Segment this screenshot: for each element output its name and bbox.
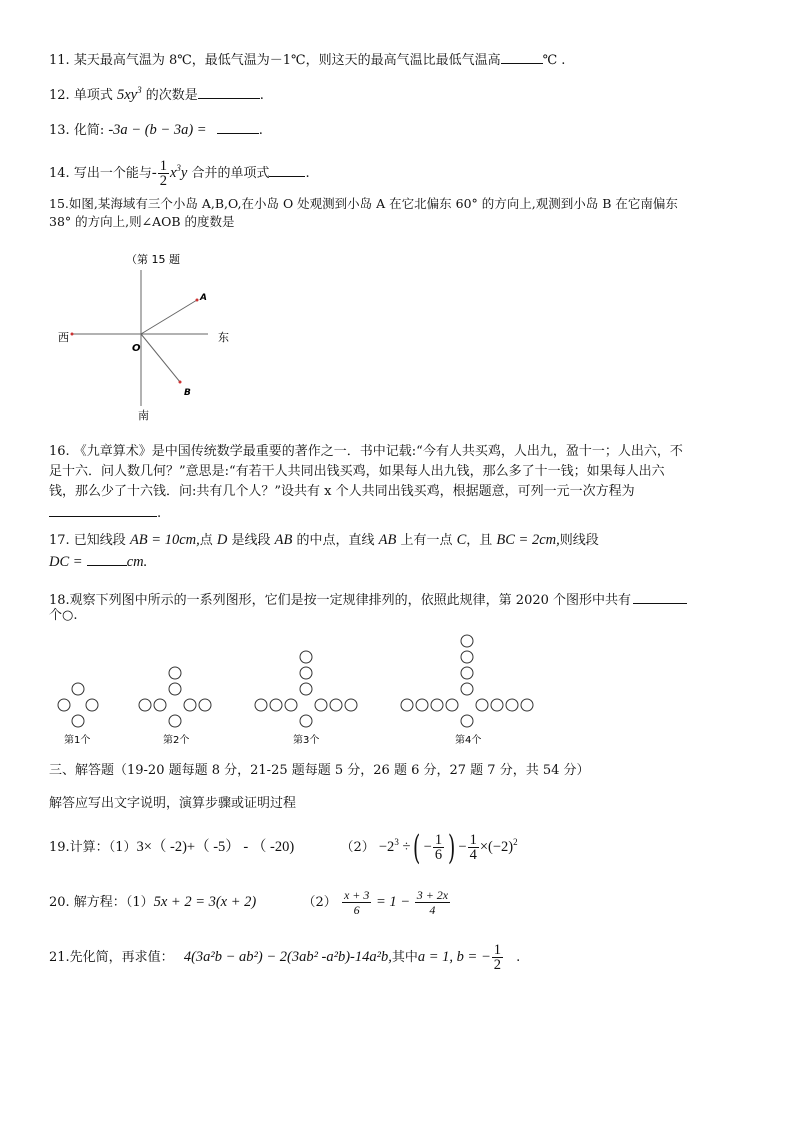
q12-end: . [259,88,264,103]
ray-oa [141,300,197,334]
q17-mid4: 上有一点 [396,533,457,548]
q17-mid5: ，且 [466,533,497,548]
q14-answer-blank[interactable] [269,163,305,177]
pattern-4 [401,635,533,727]
q21-expr: 4(3a²b − ab²) − 2(3ab² -a²b)-14a²b, [183,949,392,965]
section-3-title: 三、解答题（19-20 题每题 8 分，21-25 题每题 5 分，26 题 6 分，27 题 7 分，共 54 分） [49,763,590,778]
q14-expr: $x^3y$ [169,163,188,181]
q13-answer-blank[interactable] [217,120,259,134]
question-16-line-3: 钱，那么少了十六钱．问:共有几个人？”设共有 x 个人共同出钱买鸡，根据题意，可列一元一次方程为 [49,484,635,499]
q14-fraction: $\frac{1}{2}$ [159,158,167,189]
question-21 [49,937,520,977]
q16-answer-blank[interactable] [49,503,157,517]
q17-mid3: 的中点，直线 [292,533,379,548]
point-a-dot [196,299,199,302]
question-15-line-2: 38° 的方向上,则∠AOB 的度数是 [49,214,235,229]
q20-label: 20. 解方程： [49,895,126,910]
ray-ob [141,334,180,382]
q17-segment-ab: AB [274,532,293,548]
figure-15-compass [50,248,250,428]
q17-unit: cm. [126,554,148,570]
question-13 [49,120,263,140]
q14-sign: - [151,165,157,181]
q18-answer-blank[interactable] [633,590,687,604]
q17-pre: 17. 已知线段 [49,533,130,548]
q18-text: 18.观察下列图中所示的一系列图形，它们是按一定规律排列的，依照此规律，第 2020 个图形中共有 [49,593,632,608]
label-a: A [200,293,207,303]
caption-2: 第2个 [163,735,190,746]
caption-1: 第1个 [64,735,91,746]
q20-part-2-label: （2） [302,895,337,910]
q12-expr: $5xy^3$ [116,85,142,103]
question-12 [49,85,264,105]
pattern-3 [255,651,357,727]
label-west: 西 [58,331,69,344]
section-3-note: 解答应写出文字说明，演算步骤或证明过程 [49,796,297,811]
q12-label: 12. [49,88,70,103]
q21-label: 21.先化简，再求值： [49,950,174,965]
q11-suffix: ℃ . [542,53,566,68]
q17-mid6: 则线段 [559,533,599,548]
q16-end: . [157,506,162,521]
caption-4: 第4个 [455,735,482,746]
q20-part-2-expr: $\frac{x + 3}{6}$ = 1 − $\frac{3 + 2x}{4}$ [343,888,449,918]
label-east: 东 [218,331,229,344]
q17-answer-blank[interactable] [87,552,127,566]
question-15-line-1: 15.如图,某海域有三个小岛 A,B,O,在小岛 O 处观测到小岛 A 在它北偏东 60° 的方向上,观测到小岛 B 在它南偏东 [49,196,678,211]
q11-label: 11. [49,53,70,68]
point-b-dot [179,381,182,384]
q21-end: . [516,950,521,965]
q21-cond-pre: 其中 [391,950,418,965]
question-18-line-1 [49,590,687,610]
q14-pre: 写出一个能与 [73,166,152,181]
label-o: O [132,343,141,354]
q19-part-2-expr: $-2^3$ ÷( − $\frac{1}{6}$ ) − $\frac{1}{4}$ $\times(-2)^2$ [378,827,518,868]
question-11 [49,50,565,70]
q19-part-1-label: （1） [108,840,137,855]
q17-mid2: 是线段 [227,533,275,548]
caption-3: 第3个 [293,735,320,746]
figure-18-circle-patterns [45,632,555,750]
q17-line-ab: AB [378,532,397,548]
pattern-2 [139,667,211,727]
q13-label: 13. [49,123,70,138]
q12-pre: 单项式 [73,88,113,103]
q17-mid1: 点 [199,533,217,548]
q20-part-1-expr: 5x + 2 = 3(x + 2) [153,894,257,910]
q17-dc: DC = [49,554,83,570]
q14-end: . [305,166,310,181]
q14-label: 14. [49,166,70,181]
label-b: B [184,388,191,398]
q21-fraction: $\frac{1}{2}$ [493,942,501,973]
question-20 [49,884,451,920]
figure-15-caption: （第 15 题 [126,253,180,266]
q20-part-1-label: （1） [125,895,154,910]
pattern-1 [58,683,98,727]
q12-post: 的次数是 [145,88,198,103]
question-17-line-2 [49,552,147,572]
question-16-blank-line [49,503,161,523]
q21-cond: a = 1, b = − [417,949,491,965]
label-south: 南 [138,409,149,422]
q13-pre: 化简: [73,123,109,138]
q17-point-c: C [456,532,467,548]
q17-ab-length: AB = 10cm, [129,532,200,548]
q19-part-2-label: （2） [340,840,375,855]
question-14 [49,155,310,191]
q19-part-1-expr: 3×（ -2)+（ -5） - （ -20) [136,839,295,855]
question-17-line-1 [49,531,599,550]
question-16-line-1: 16. 《九章算术》是中国传统数学最重要的著作之一．书中记载:“今有人共买鸡，人出九，盈十一；人出六，不 [49,444,683,459]
q14-post: 合并的单项式 [191,166,270,181]
q19-label: 19.计算： [49,840,109,855]
q12-answer-blank[interactable] [198,85,260,99]
q17-bc-length: BC = 2cm, [496,532,560,548]
question-18-line-2: 个○. [49,608,78,623]
q17-point-d: D [216,532,228,548]
q11-answer-blank[interactable] [501,50,543,64]
west-dot [71,333,74,336]
question-19 [49,827,518,867]
question-16-line-2: 足十六．问人数几何？”意思是:“有若干人共同出钱买鸡，如果每人出九钱，那么多了十一钱；如果每人出六 [49,464,665,479]
q11-text: 某天最高气温为 8℃，最低气温为－1℃，则这天的最高气温比最低气温高 [73,53,501,68]
q13-end: . [258,123,263,138]
q13-expr: -3a − (b − 3a) = [108,122,207,138]
